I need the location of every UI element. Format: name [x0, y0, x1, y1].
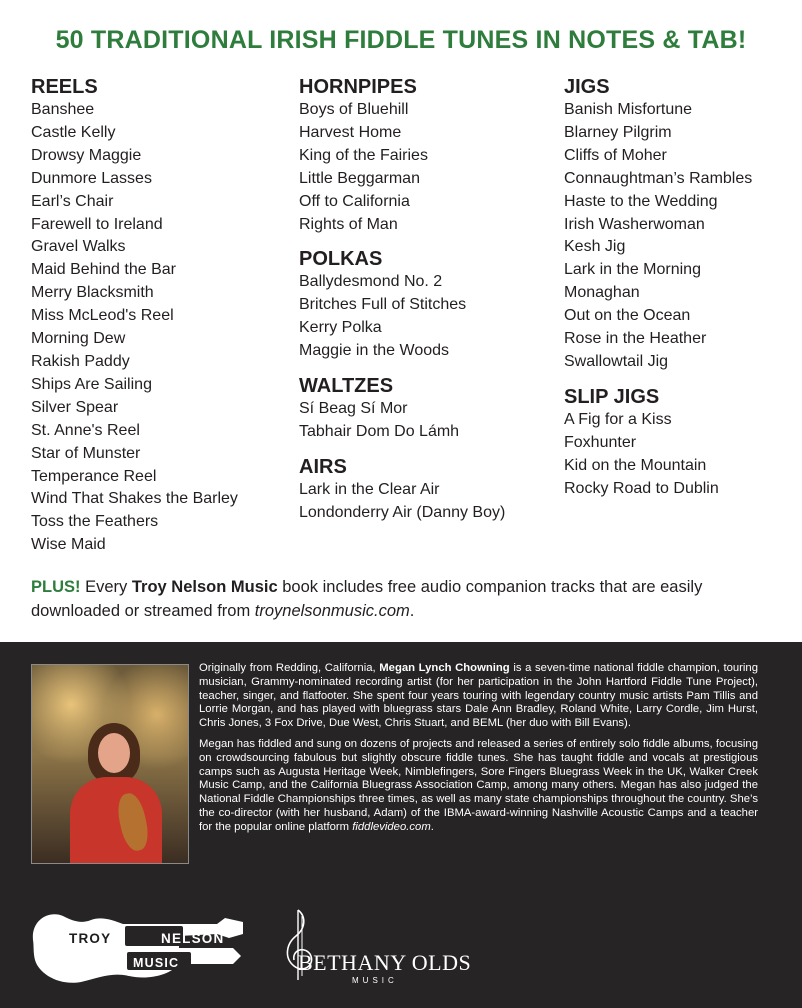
section-slip-jigs — [564, 386, 752, 501]
bethany-logo-sub: MUSIC — [352, 976, 398, 985]
tune-item: Off to California — [299, 192, 410, 210]
tune-item: St. Anne's Reel — [31, 421, 140, 439]
tune-item: Connaughtman’s Rambles — [564, 169, 753, 187]
tune-item: Gravel Walks — [31, 238, 126, 256]
section-title-hornpipes: HORNPIPES — [299, 76, 417, 98]
tune-item: Little Beggarman — [299, 169, 420, 187]
plus-site-link[interactable]: troynelsonmusic.com — [254, 601, 410, 620]
tune-item: Haste to the Wedding — [564, 192, 718, 210]
section-jigs — [564, 76, 752, 374]
author-photo — [31, 664, 189, 864]
tune-item: Miss McLeod's Reel — [31, 307, 174, 325]
bio-paragraph-1 — [199, 662, 758, 731]
tune-item: Rocky Road to Dublin — [564, 479, 719, 497]
tune-list-slip-jigs — [564, 409, 752, 501]
tune-item: Irish Washerwoman — [564, 215, 705, 233]
tune-item: Castle Kelly — [31, 123, 116, 141]
tune-item: Sí Beag Sí Mor — [299, 400, 408, 418]
tune-item: Maggie in the Woods — [299, 342, 450, 360]
tune-item: Rose in the Heather — [564, 330, 707, 348]
section-title-waltzes: WALTZES — [299, 375, 394, 398]
bio-p2-a: Megan has fiddled and sung on dozens of projects and released a series of entirely solo fiddle albums, focusing on crowdsourcing fabulous but slightly obscure fiddle tunes. She has taught fiddle and vocals at prestigious camps such as Augusta Heritage Week, Nimblefingers, Sore Fingers Bluegrass Week in the UK, Walker Creek Music Camp, and the California Bluegrass Association Camp, among many others. Megan has also judged the National Fiddle Championships three times, as well as many state championships throughout the country. She’s the co-director (with her husband, Adam) of the IBMA-award-winning Nashville Acoustic Camps and a teacher for the popular online platform — [199, 737, 758, 833]
tune-list-polkas — [299, 271, 505, 363]
tune-item: Maid Behind the Bar — [31, 261, 176, 279]
page-title: 50 TRADITIONAL IRISH FIDDLE TUNES IN NOTES & TAB! — [55, 26, 747, 54]
tune-item: Star of Munster — [31, 444, 141, 462]
tune-item: Foxhunter — [564, 433, 637, 451]
tune-item: Rights of Man — [299, 215, 398, 233]
bio-site-link[interactable]: fiddlevideo.com — [352, 820, 431, 833]
tune-item: Ships Are Sailing — [31, 375, 152, 393]
section-title-airs: AIRS — [299, 455, 347, 478]
bio-p1-b: is a seven-time national fiddle champion, touring musician, Grammy-nominated recording artist (for her participation in the John Hartford Fiddle Tune Project), teacher, singer, and flatfooter. She spent four years touring with legendary country music artists Pam Tillis and Lorrie Morgan, and has played with bluegrass stars Dale Ann Bradley, Roland White, Larry Cordle, Jim Hurst, Chris Jones, 3 Fox Drive, Due West, Chris Stuart, and BEML (her duo with Bill Evans). — [199, 662, 759, 730]
plus-lead: PLUS! — [31, 578, 81, 596]
photo-dress-shape — [70, 777, 162, 864]
troy-logo-word-2: NELSON — [161, 931, 225, 946]
tune-item: King of the Fairies — [299, 146, 428, 164]
tune-list-waltzes — [299, 398, 505, 444]
bethany-logo-name: BETHANY OLDS — [298, 950, 472, 975]
tune-item: Swallowtail Jig — [564, 352, 669, 370]
section-title-jigs: JIGS — [564, 76, 610, 98]
section-hornpipes — [299, 76, 505, 236]
tune-item: Earl’s Chair — [31, 192, 114, 210]
tune-item: Wind That Shakes the Barley — [31, 490, 238, 508]
plus-brand: Troy Nelson Music — [131, 578, 278, 596]
section-title-polkas: POLKAS — [299, 248, 383, 271]
troy-nelson-music-logo — [29, 904, 247, 984]
tune-item: Blarney Pilgrim — [564, 123, 672, 141]
tune-item: Monaghan — [564, 284, 640, 302]
bio-paragraph-2 — [199, 738, 758, 835]
bio-p2-b: . — [430, 820, 434, 833]
tune-item: Drowsy Maggie — [31, 146, 142, 164]
tune-item: Kid on the Mountain — [564, 456, 707, 474]
section-waltzes — [299, 375, 505, 444]
tune-item: Kesh Jig — [564, 238, 626, 256]
bio-panel — [0, 642, 802, 1008]
tune-item: Dunmore Lasses — [31, 169, 152, 187]
bethany-olds-music-logo — [274, 906, 474, 988]
plus-note — [31, 576, 776, 623]
troy-logo-word-3: MUSIC — [133, 956, 180, 970]
tune-item: Boys of Bluehill — [299, 101, 409, 118]
tune-item: Lark in the Clear Air — [299, 480, 440, 498]
section-title-slip-jigs: SLIP JIGS — [564, 385, 660, 408]
tune-list-reels — [31, 99, 238, 557]
tune-item: Britches Full of Stitches — [299, 296, 467, 314]
tune-item: Lark in the Morning — [564, 261, 701, 279]
tune-item: Farewell to Ireland — [31, 215, 163, 233]
column-middle — [299, 76, 505, 537]
tune-item: Morning Dew — [31, 330, 126, 348]
column-right — [564, 76, 752, 513]
section-reels — [31, 76, 238, 557]
tune-item: Banish Misfortune — [564, 101, 693, 118]
tune-item: Kerry Polka — [299, 319, 382, 337]
troy-logo-word-1: TROY — [69, 931, 112, 946]
section-airs — [299, 456, 505, 525]
author-bio — [199, 662, 758, 842]
photo-face-shape — [98, 733, 130, 773]
tune-item: Ballydesmond No. 2 — [299, 273, 443, 291]
tune-item: Out on the Ocean — [564, 307, 691, 325]
tune-item: Tabhair Dom Do Lámh — [299, 422, 460, 440]
tune-item: Cliffs of Moher — [564, 146, 667, 164]
tune-list-airs — [299, 479, 505, 525]
tune-item: Rakish Paddy — [31, 352, 130, 370]
tune-item: Londonderry Air (Danny Boy) — [299, 503, 506, 521]
tune-list-jigs — [564, 99, 752, 374]
tune-item: Merry Blacksmith — [31, 284, 154, 302]
bio-author-name: Megan Lynch Chowning — [379, 662, 510, 674]
tune-item: Harvest Home — [299, 123, 402, 141]
tune-item: Temperance Reel — [31, 467, 157, 485]
plus-text-1: Every — [80, 578, 132, 596]
tune-item: Banshee — [31, 101, 95, 118]
tune-item: A Fig for a Kiss — [564, 410, 672, 428]
plus-text-3: . — [409, 601, 415, 620]
bio-p1-a: Originally from Redding, California, — [199, 662, 380, 674]
section-title-reels: REELS — [31, 76, 98, 98]
column-left — [31, 76, 238, 569]
tune-item: Silver Spear — [31, 398, 119, 416]
section-polkas — [299, 248, 505, 363]
tune-item: Wise Maid — [31, 536, 106, 554]
tune-item: Toss the Feathers — [31, 513, 159, 531]
tune-list-hornpipes — [299, 99, 505, 236]
plus-text-2: book includes free audio companion tracks that are easily downloaded or streamed from — [31, 578, 703, 620]
